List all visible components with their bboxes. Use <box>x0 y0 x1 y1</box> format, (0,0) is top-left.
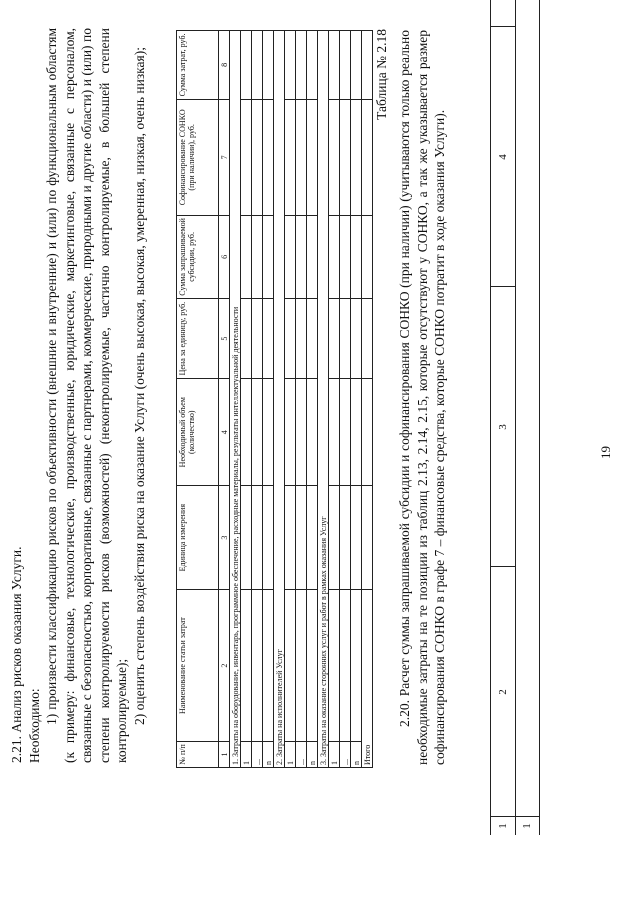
row-number: ... <box>252 741 263 767</box>
column-number: 2 <box>219 590 230 742</box>
column-number: 6 <box>219 215 230 298</box>
strip-row <box>515 0 539 835</box>
table-row <box>340 31 351 768</box>
table-row <box>252 31 263 768</box>
strip-cell: 1 <box>491 816 515 835</box>
continued-table-strip <box>490 0 540 835</box>
row-number: n <box>307 741 318 767</box>
section-title: 3. Затраты на оказание сторонних услуг и работ в рамках оказания Услуг <box>318 31 329 768</box>
row-number: 1 <box>329 741 340 767</box>
list-item <box>131 28 149 763</box>
section-row <box>230 31 241 768</box>
row-number: n <box>263 741 274 767</box>
row-number: 1 <box>285 741 296 767</box>
section-row <box>274 31 285 768</box>
strip-cell: 4 <box>491 26 515 287</box>
strip-cell: 2 <box>491 566 515 817</box>
section-title: 2.21. Анализ рисков оказания Услуги. <box>9 546 24 763</box>
row-number: 1 <box>241 741 252 767</box>
table-row <box>351 31 362 768</box>
row-number: ... <box>340 741 351 767</box>
table-row <box>307 31 318 768</box>
header-cell: Единица измерения <box>177 486 219 590</box>
table-row <box>329 31 340 768</box>
section-title: 2. Затраты на исполнителей Услуг <box>274 31 285 768</box>
column-number: 3 <box>219 486 230 590</box>
header-cell: Сумма запрашиваемой субсидии, руб. <box>177 215 219 298</box>
paragraph-2-20 <box>396 30 449 765</box>
total-row <box>362 31 373 768</box>
column-number: 1 <box>219 741 230 767</box>
header-cell: Необходимый объем (количество) <box>177 379 219 486</box>
column-number: 7 <box>219 99 230 215</box>
list-item-text: 1) произвести классификацию рисков по объективности (внешние и внутренние) и (или) по функциональным областям (к примеру: финансовые, технологические, производственные, юридические, маркетинговые, связанные с персоналом, связанные с безопасностью, корпоративные, связанные с партнерами, коммерческие, природными и другие области) и (или) по степени контролируемости рисков (возможностей) (неконтролируемые, частично контролируемые, в большей степени контролируемые); <box>44 28 129 763</box>
header-cell: № п/п <box>177 741 219 767</box>
table-row <box>296 31 307 768</box>
table-row <box>263 31 274 768</box>
section-2-21 <box>8 28 148 763</box>
cost-table <box>176 30 373 768</box>
table-row <box>285 31 296 768</box>
header-cell: Софинансирование СОНКО (при наличии), руб. <box>177 99 219 215</box>
section-title: 1. Затраты на оборудование, инвентарь, программное обеспечение, расходные материалы, результаты интеллектуальной деятельности <box>230 31 241 768</box>
list-item-text: 2) оценить степень воздействия риска на оказание Услуги (очень высокая, высокая, умеренная, низкая, очень низкая); <box>131 47 147 725</box>
total-label: Итого <box>362 590 373 768</box>
strip-cell: 3 <box>491 286 515 567</box>
section-row <box>318 31 329 768</box>
table-caption: Таблица № 2.18 <box>374 29 389 120</box>
column-number: 5 <box>219 298 230 379</box>
strip-cell: 1 <box>515 816 539 835</box>
row-number: n <box>351 741 362 767</box>
row-number: ... <box>296 741 307 767</box>
strip-row <box>491 0 516 835</box>
page-number: 19 <box>598 446 613 459</box>
column-number: 8 <box>219 31 230 100</box>
header-cell: Наименование статьи затрат <box>177 590 219 742</box>
column-number: 4 <box>219 379 230 486</box>
header-cell: Сумма затрат, руб. <box>177 31 219 100</box>
paragraph-2-20-text: 2.20. Расчет суммы запрашиваемой субсидии и софинансирования СОНКО (при наличии) (учитываются только реально необходимые затраты на те позиции из таблиц 2.13, 2.14, 2.15, которые отсутствуют у СОНКО, а так же указывается размер софинансирования СОНКО в графе 7 – финансовые средства, которые СОНКО потратит в ходе оказания Услуги). <box>397 30 447 765</box>
list-item <box>43 28 131 763</box>
header-cell: Цена за единицу, руб. <box>177 298 219 379</box>
header-row <box>177 31 219 768</box>
section-note: Необходимо: <box>26 688 42 763</box>
table-row <box>241 31 252 768</box>
column-number-row <box>219 31 230 768</box>
